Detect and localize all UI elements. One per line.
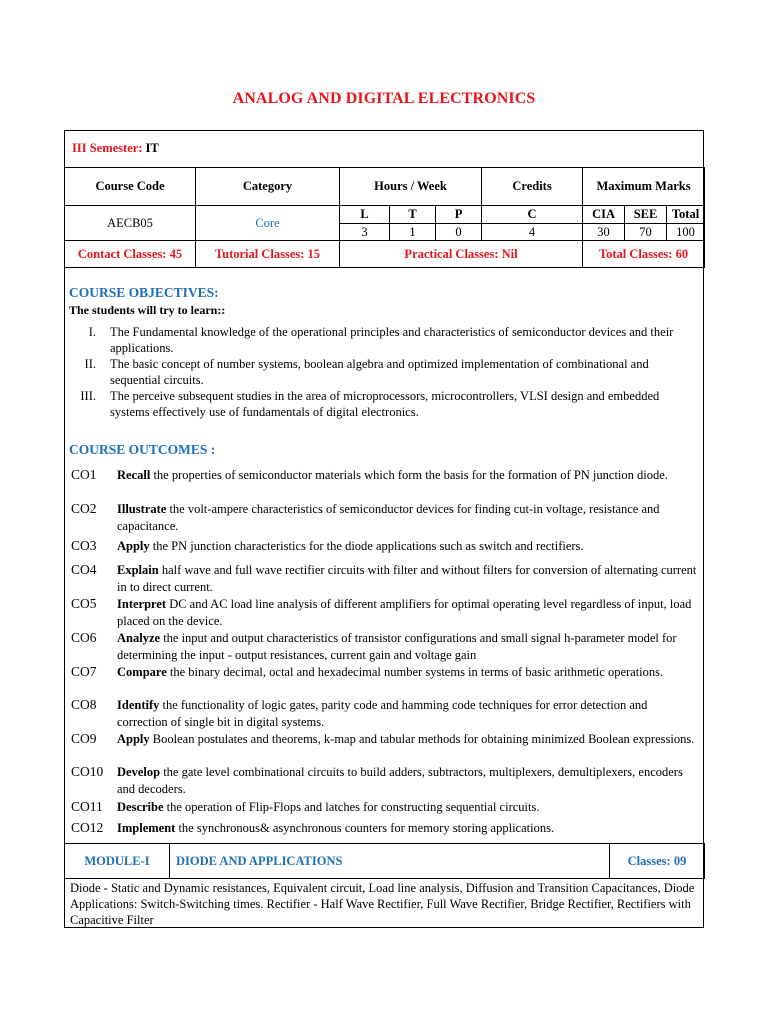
outcomes-heading: COURSE OUTCOMES : bbox=[69, 442, 216, 457]
sub-see: SEE bbox=[625, 206, 667, 224]
outcome-text: the properties of semiconductor materials which form the basis for the formation of PN junction diode. bbox=[150, 468, 668, 482]
outcome-item bbox=[71, 538, 701, 555]
course-table-classes-row bbox=[65, 241, 705, 268]
objective-item bbox=[70, 356, 695, 388]
sub-p: P bbox=[436, 206, 482, 224]
outcome-item bbox=[71, 799, 701, 816]
val-cia: 30 bbox=[583, 224, 625, 241]
outcome-item bbox=[71, 820, 701, 837]
outcome-text: Boolean postulates and theorems, k-map and tabular methods for obtaining minimized Boolean expressions. bbox=[149, 732, 695, 746]
semester-line bbox=[72, 141, 159, 156]
page-title: ANALOG AND DIGITAL ELECTRONICS bbox=[232, 90, 536, 107]
val-see: 70 bbox=[625, 224, 667, 241]
objective-number: I. bbox=[88, 325, 96, 339]
outcome-code: CO9 bbox=[71, 731, 97, 746]
objective-item bbox=[70, 388, 695, 420]
header-course-code: Course Code bbox=[65, 168, 196, 206]
header-maximum-marks: Maximum Marks bbox=[583, 168, 705, 206]
val-t: 1 bbox=[390, 224, 436, 241]
val-l: 3 bbox=[340, 224, 390, 241]
outcome-verb: Illustrate bbox=[117, 502, 167, 516]
module-label: MODULE-I bbox=[65, 844, 170, 879]
sub-t: T bbox=[390, 206, 436, 224]
outcome-code: CO3 bbox=[71, 538, 97, 553]
module-classes: Classes: 09 bbox=[610, 844, 705, 879]
outcome-text: the binary decimal, octal and hexadecimal number systems in terms of basic arithmetic operations. bbox=[166, 665, 664, 679]
outcome-text: the volt-ampere characteristics of semiconductor devices for finding cut-in voltage, resistance and capacitance. bbox=[117, 502, 660, 533]
outcome-verb: Implement bbox=[117, 821, 176, 835]
outcome-code: CO2 bbox=[71, 501, 97, 516]
outcome-text: the PN junction characteristics for the diode applications such as switch and rectifiers. bbox=[149, 539, 584, 553]
header-hours-week: Hours / Week bbox=[340, 168, 482, 206]
module-header-row bbox=[65, 844, 705, 879]
total-classes: Total Classes: 60 bbox=[583, 241, 705, 268]
outcome-code: CO12 bbox=[71, 820, 104, 835]
outcome-code: CO8 bbox=[71, 697, 97, 712]
sub-c: C bbox=[482, 206, 583, 224]
objective-number: III. bbox=[80, 389, 96, 403]
outcome-item bbox=[71, 630, 701, 663]
val-total: 100 bbox=[667, 224, 705, 241]
objective-text: The basic concept of number systems, boolean algebra and optimized implementation of combinational and sequential circuits. bbox=[110, 357, 649, 387]
outcome-verb: Analyze bbox=[117, 631, 161, 645]
outcome-code: CO11 bbox=[71, 799, 103, 814]
course-table-sub-row bbox=[65, 206, 705, 224]
course-table-header-row bbox=[65, 168, 705, 206]
contact-classes: Contact Classes: 45 bbox=[65, 241, 196, 268]
objectives-list bbox=[70, 324, 695, 420]
outcome-item bbox=[71, 764, 701, 797]
outcome-verb: Recall bbox=[117, 468, 151, 482]
category-value: Core bbox=[196, 206, 340, 241]
objectives-heading: COURSE OBJECTIVES: bbox=[69, 285, 219, 300]
outcome-verb: Apply bbox=[117, 732, 150, 746]
objective-text: The Fundamental knowledge of the operational principles and characteristics of semiconductor devices and their applications. bbox=[110, 325, 674, 355]
val-c: 4 bbox=[482, 224, 583, 241]
outcome-text: the synchronous& asynchronous counters for memory storing applications. bbox=[175, 821, 555, 835]
outcome-code: CO1 bbox=[71, 467, 97, 482]
sub-total: Total bbox=[667, 206, 705, 224]
outcome-code: CO6 bbox=[71, 630, 97, 645]
course-table bbox=[64, 167, 705, 268]
module-name: DIODE AND APPLICATIONS bbox=[170, 844, 610, 879]
module-table bbox=[64, 843, 705, 879]
course-code-value: AECB05 bbox=[65, 206, 196, 241]
outcome-text: the functionality of logic gates, parity code and hamming code techniques for error detection and correction of single bit in digital systems. bbox=[117, 698, 648, 729]
tutorial-classes: Tutorial Classes: 15 bbox=[196, 241, 340, 268]
outcome-text: the input and output characteristics of transistor configurations and small signal h-parameter model for determining the input - output resistances, current gain and voltage gain bbox=[117, 631, 677, 662]
outcome-verb: Explain bbox=[117, 563, 159, 577]
outcome-verb: Describe bbox=[117, 800, 164, 814]
practical-classes: Practical Classes: Nil bbox=[340, 241, 583, 268]
outcome-code: CO4 bbox=[71, 562, 97, 577]
outcome-item bbox=[71, 731, 701, 748]
outcome-item bbox=[71, 467, 701, 484]
semester-value: IT bbox=[145, 141, 159, 155]
sub-l: L bbox=[340, 206, 390, 224]
outcome-item bbox=[71, 596, 701, 629]
objective-item bbox=[70, 324, 695, 356]
outcome-verb: Compare bbox=[117, 665, 167, 679]
outcome-verb: Interpret bbox=[117, 597, 167, 611]
outcome-code: CO10 bbox=[71, 764, 104, 779]
header-category: Category bbox=[196, 168, 340, 206]
outcome-text: the operation of Flip-Flops and latches for constructing sequential circuits. bbox=[163, 800, 540, 814]
outcome-code: CO7 bbox=[71, 664, 97, 679]
header-credits: Credits bbox=[482, 168, 583, 206]
outcome-item bbox=[71, 697, 701, 730]
outcome-verb: Apply bbox=[117, 539, 150, 553]
module-body: Diode - Static and Dynamic resistances, Equivalent circuit, Load line analysis, Diffusion and Transition Capacitances, Diode Applications: Switch-Switching times. Rectifier - Half Wave Rectifier, Full Wave Rectifier, Bridge Rectifier, Rectifiers with Capacitive Filter bbox=[70, 881, 695, 927]
outcome-item bbox=[71, 501, 701, 534]
outcome-text: half wave and full wave rectifier circuits with filter and without filters for conversion of alternating current in to direct current. bbox=[117, 563, 697, 594]
objective-number: II. bbox=[84, 357, 96, 371]
outcome-text: DC and AC load line analysis of different amplifiers for optimal operating level regardless of input, load placed on the device. bbox=[117, 597, 692, 628]
val-p: 0 bbox=[436, 224, 482, 241]
outcome-code: CO5 bbox=[71, 596, 97, 611]
outcome-item bbox=[71, 664, 701, 681]
objective-text: The perceive subsequent studies in the area of microprocessors, microcontrollers, VLSI design and embedded systems effectively use of fundamentals of digital electronics. bbox=[110, 389, 660, 419]
objectives-subheading: The students will try to learn:: bbox=[69, 303, 226, 317]
outcome-text: the gate level combinational circuits to build adders, subtractors, multiplexers, demultiplexers, encoders and decoders. bbox=[117, 765, 683, 796]
outcome-item bbox=[71, 562, 701, 595]
semester-label: III Semester: bbox=[72, 141, 143, 155]
sub-cia: CIA bbox=[583, 206, 625, 224]
outcome-verb: Develop bbox=[117, 765, 161, 779]
outcome-verb: Identify bbox=[117, 698, 160, 712]
